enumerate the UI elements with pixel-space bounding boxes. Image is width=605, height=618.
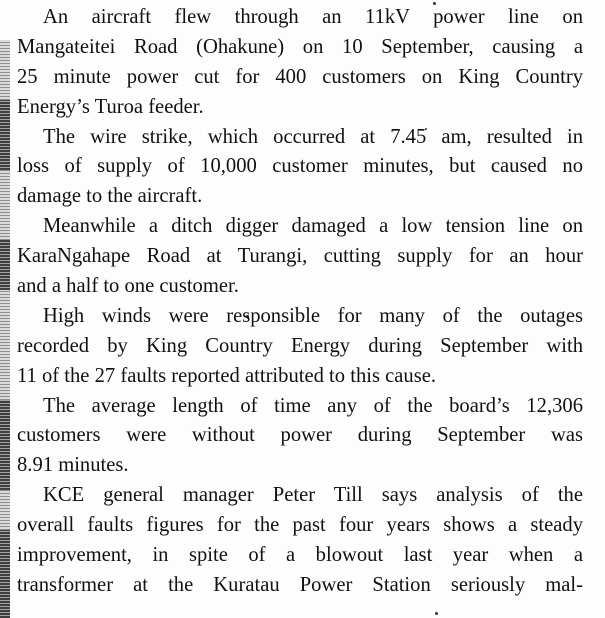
- article-paragraph: [17, 481, 583, 601]
- text-line: loss of supply of 10,000 customer minutes, but caused no: [17, 155, 583, 178]
- scan-edge-segment: [0, 530, 10, 618]
- text-line: improvement, in spite of a blowout last year when a: [17, 544, 583, 567]
- article-body: [17, 3, 583, 601]
- article-paragraph: [17, 3, 583, 123]
- text-line: High winds were responsible for many of the outages: [43, 304, 583, 327]
- article-paragraph: [17, 212, 583, 302]
- text-line: 11 of the 27 faults reported attributed to this cause.: [17, 364, 437, 387]
- article-paragraph: [17, 392, 583, 482]
- scan-edge-segment: [0, 240, 10, 290]
- scan-edge-segment: [0, 100, 10, 170]
- text-line: An aircraft flew through an 11kV power line on: [43, 6, 583, 28]
- text-line: overall faults figures for the past four years shows a steady: [17, 514, 583, 537]
- text-line: 25 minute power cut for 400 customers on King Country: [17, 65, 583, 88]
- text-line: customers were without power during September was: [17, 424, 583, 447]
- text-line: transformer at the Kuratau Power Station seriously mal-: [17, 573, 583, 596]
- scan-edge-segment: [0, 40, 10, 100]
- text-line: Energy’s Turoa feeder.: [17, 95, 204, 118]
- scan-edge-shadow: [0, 0, 12, 618]
- scan-edge-segment: [0, 400, 10, 490]
- text-line: KaraNgahape Road at Turangi, cutting supply for an hour: [17, 245, 583, 268]
- text-line: Meanwhile a ditch digger damaged a low tension line on: [43, 215, 583, 238]
- text-line: damage to the aircraft.: [17, 185, 203, 208]
- text-line: The average length of time any of the board’s 12,306: [43, 394, 583, 417]
- text-line: The wire strike, which occurred at 7.45 am, resulted in: [43, 125, 583, 148]
- scan-speck: [435, 612, 438, 615]
- text-line: recorded by King Country Energy during September with: [17, 334, 583, 357]
- text-line: and a half to one customer.: [17, 275, 239, 298]
- scan-edge-segment: [0, 290, 10, 400]
- text-line: Mangateitei Road (Ohakune) on 10 September, causing a: [17, 35, 583, 58]
- scan-edge-segment: [0, 490, 10, 530]
- article-paragraph: [17, 123, 583, 213]
- article-paragraph: [17, 302, 583, 392]
- scan-edge-segment: [0, 170, 10, 240]
- text-line: 8.91 minutes.: [17, 454, 129, 477]
- text-line: KCE general manager Peter Till says analysis of the: [43, 484, 583, 507]
